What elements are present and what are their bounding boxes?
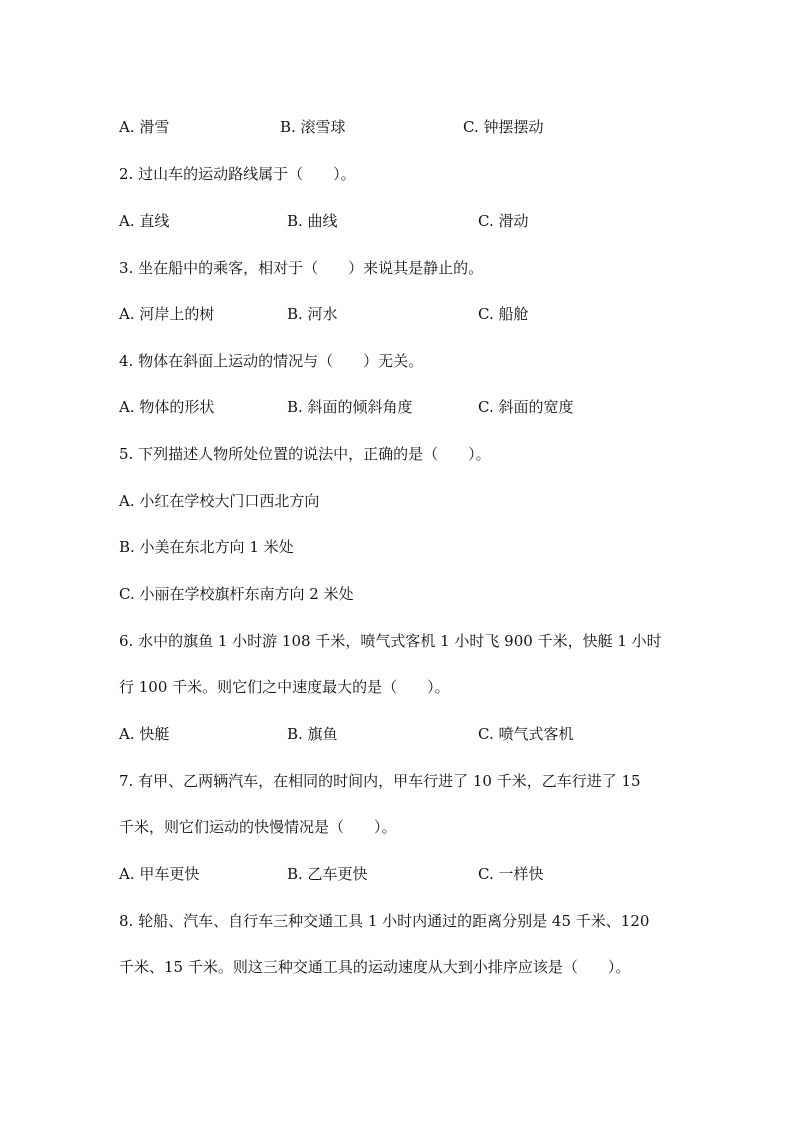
q4-option-a: A. 物体的形状: [119, 398, 215, 416]
q7-option-a: A. 甲车更快: [119, 865, 200, 883]
q6-stem-line2: 行 100 千米。则它们之中速度最大的是（ ）。: [119, 678, 450, 696]
q8-stem-line2: 千米、15 千米。则这三种交通工具的运动速度从大到小排序应该是（ ）。: [119, 958, 631, 976]
q4-stem: 4. 物体在斜面上运动的情况与（ ）无关。: [119, 352, 424, 370]
q6-stem-line1: 6. 水中的旗鱼 1 小时游 108 千米，喷气式客机 1 小时飞 900 千米，快艇 1 小时: [119, 632, 662, 650]
q7-stem-line2: 千米，则它们运动的快慢情况是（ ）。: [119, 818, 397, 836]
q5-option-b: B. 小美在东北方向 1 米处: [119, 538, 294, 556]
q4-option-b: B. 斜面的倾斜角度: [287, 398, 413, 416]
q3-option-c: C. 船舱: [478, 305, 529, 323]
q1-option-a: A. 滑雪: [119, 118, 170, 136]
q7-option-b: B. 乙车更快: [287, 865, 368, 883]
q4-option-c: C. 斜面的宽度: [478, 398, 574, 416]
q6-option-a: A. 快艇: [119, 725, 170, 743]
q6-option-c: C. 喷气式客机: [478, 725, 574, 743]
q6-option-b: B. 旗鱼: [287, 725, 338, 743]
q5-stem: 5. 下列描述人物所处位置的说法中，正确的是（ ）。: [119, 445, 491, 463]
q1-option-b: B. 滚雪球: [280, 118, 346, 136]
q7-stem-line1: 7. 有甲、乙两辆汽车，在相同的时间内，甲车行进了 10 千米，乙车行进了 15: [119, 772, 641, 790]
q5-option-c: C. 小丽在学校旗杆东南方向 2 米处: [119, 585, 354, 603]
q3-option-b: B. 河水: [287, 305, 338, 323]
q3-stem: 3. 坐在船中的乘客，相对于（ ）来说其是静止的。: [119, 259, 484, 277]
q1-option-c: C. 钟摆摆动: [463, 118, 544, 136]
q8-stem-line1: 8. 轮船、汽车、自行车三种交通工具 1 小时内通过的距离分别是 45 千米、120: [119, 912, 650, 930]
q5-option-a: A. 小红在学校大门口西北方向: [119, 492, 320, 510]
q7-option-c: C. 一样快: [478, 865, 544, 883]
q2-option-b: B. 曲线: [287, 212, 338, 230]
q2-option-c: C. 滑动: [478, 212, 529, 230]
q2-option-a: A. 直线: [119, 212, 170, 230]
q2-stem: 2. 过山车的运动路线属于（ ）。: [119, 165, 356, 183]
q3-option-a: A. 河岸上的树: [119, 305, 215, 323]
